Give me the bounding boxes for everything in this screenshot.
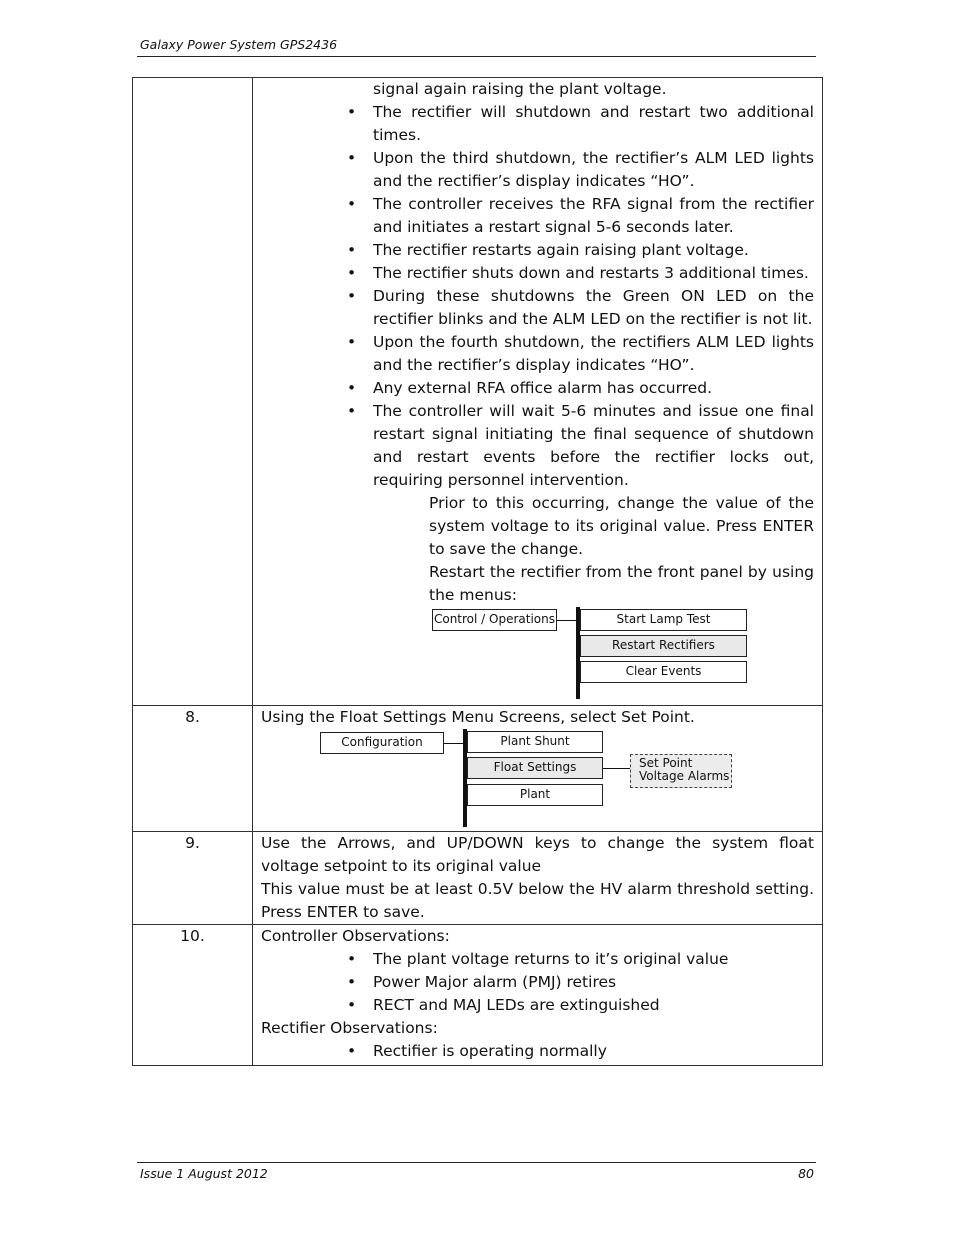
bullet-icon: • xyxy=(347,402,357,420)
list-item: • Any external RFA office alarm has occurred. xyxy=(261,377,814,400)
page-header: Galaxy Power System GPS2436 xyxy=(140,37,338,52)
bullet-icon: • xyxy=(347,379,357,397)
bullet-icon: • xyxy=(347,195,357,213)
step-number-cell: 8. xyxy=(133,706,253,832)
page-number: 80 xyxy=(798,1166,814,1181)
bullet-icon: • xyxy=(347,103,357,121)
bullet-icon: • xyxy=(347,996,357,1014)
list-item: • Upon the fourth shutdown, the rectifiers ALM LED lights and the rectifier’s display indicates “HO”. xyxy=(347,333,814,374)
menu-item-box: Float Settings xyxy=(467,757,603,779)
bullet-icon: • xyxy=(347,973,357,991)
menu-item-box: Restart Rectifiers xyxy=(580,635,747,657)
table-row xyxy=(133,706,823,832)
footer-issue: Issue 1 August 2012 xyxy=(140,1166,268,1181)
step-content-cell xyxy=(253,925,823,1066)
list-item: • The rectifier will shutdown and restart two additional times. xyxy=(347,103,814,144)
menu-item-box: Plant xyxy=(467,784,603,806)
step-content-cell xyxy=(253,832,823,925)
section-heading: Rectifier Observations: xyxy=(261,1019,438,1037)
bullet-icon: • xyxy=(347,264,357,282)
menu-item-box: Plant Shunt xyxy=(467,731,603,753)
menu-item-box: Clear Events xyxy=(580,661,747,683)
step-number-cell: 9. xyxy=(133,832,253,925)
note-text: Prior to this occurring, change the value of the system voltage to its original value. Press ENTER to save the change. xyxy=(429,494,814,558)
table-row xyxy=(133,78,823,706)
note-text: Restart the rectifier from the front panel by using the menus: xyxy=(429,563,814,604)
list-item: • The plant voltage returns to it’s original value xyxy=(261,948,814,971)
bullet-list xyxy=(261,948,814,1017)
bullet-list xyxy=(261,1040,814,1063)
list-item: • Rectifier is operating normally xyxy=(261,1040,814,1063)
step-text: Using the Float Settings Menu Screens, select Set Point. xyxy=(261,708,695,726)
submenu-box xyxy=(630,754,732,788)
list-item: • Upon the third shutdown, the rectifier’s ALM LED lights and the rectifier’s display indicates “HO”. xyxy=(347,149,814,190)
step-text: This value must be at least 0.5V below the HV alarm threshold setting. Press ENTER to save. xyxy=(261,880,814,921)
step-content-cell xyxy=(253,78,823,706)
submenu-item: Voltage Alarms xyxy=(639,769,730,783)
step-content-cell xyxy=(253,706,823,832)
table-row xyxy=(133,832,823,925)
section-heading: Controller Observations: xyxy=(261,927,450,945)
bullet-icon: • xyxy=(347,950,357,968)
bullet-icon: • xyxy=(347,333,357,351)
list-item: • The rectifier restarts again raising plant voltage. xyxy=(261,239,814,262)
submenu-item: Set Point xyxy=(639,756,693,770)
menu-diagram xyxy=(261,729,814,827)
step-text: Use the Arrows, and UP/DOWN keys to change the system float voltage setpoint to its original value xyxy=(261,834,814,875)
bullet-icon: • xyxy=(347,1042,357,1060)
list-item: • RECT and MAJ LEDs are extinguished xyxy=(261,994,814,1017)
procedure-table xyxy=(132,77,823,1066)
step-number-cell: 10. xyxy=(133,925,253,1066)
list-item: • The controller receives the RFA signal from the rectifier and initiates a restart signal 5-6 seconds later. xyxy=(347,195,814,236)
menu-item-box: Start Lamp Test xyxy=(580,609,747,631)
lead-text: signal again raising the plant voltage. xyxy=(373,80,667,98)
bullet-icon: • xyxy=(347,287,357,305)
list-item: • During these shutdowns the Green ON LED on the rectifier blinks and the ALM LED on the rectifier is not lit. xyxy=(347,287,814,328)
connector-line xyxy=(557,620,577,621)
menu-root-box: Control / Operations xyxy=(432,609,557,631)
step-number-cell xyxy=(133,78,253,706)
bullet-list xyxy=(261,101,814,492)
list-item: • Power Major alarm (PMJ) retires xyxy=(261,971,814,994)
footer-rule xyxy=(137,1162,816,1163)
table-row xyxy=(133,925,823,1066)
connector-line xyxy=(444,743,465,744)
list-item: • The rectifier shuts down and restarts 3 additional times. xyxy=(261,262,814,285)
bullet-icon: • xyxy=(347,149,357,167)
menu-diagram xyxy=(261,607,814,699)
connector-line xyxy=(603,768,631,769)
menu-root-box: Configuration xyxy=(320,732,444,754)
list-item: • The controller will wait 5-6 minutes and issue one final restart signal initiating the final sequence of shutdown and restart events before the rectifier locks out, requiring personnel intervention. xyxy=(347,402,814,489)
header-rule xyxy=(137,56,816,57)
bullet-icon: • xyxy=(347,241,357,259)
